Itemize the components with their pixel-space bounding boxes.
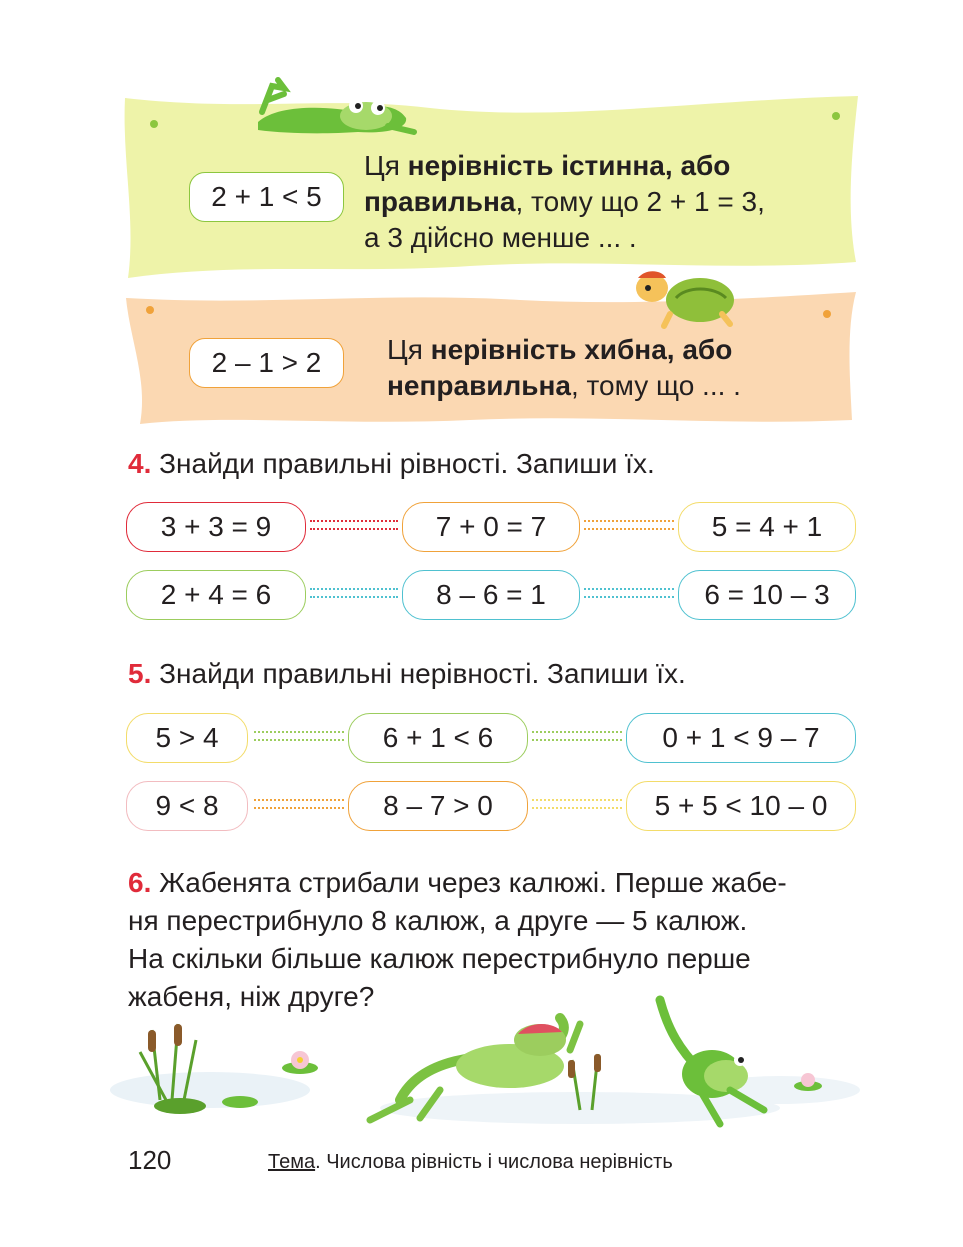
- text-rest: , тому що ... .: [570, 370, 741, 401]
- task-4-heading: [128, 446, 655, 482]
- text-line: жабеня, ніж друге?: [128, 981, 375, 1012]
- puddle: [110, 1072, 310, 1108]
- connector-dots: [532, 731, 622, 745]
- connector-dots: [532, 799, 622, 813]
- task-number: 4.: [128, 448, 152, 479]
- connector-dots: [584, 520, 674, 534]
- task-number: 6.: [128, 867, 152, 898]
- pond-illustration: [100, 990, 860, 1140]
- false-inequality-banner: [0, 0, 963, 440]
- connector-dots: [310, 520, 398, 534]
- text-prefix: Ця: [387, 334, 431, 365]
- banner-explanation: [387, 332, 847, 404]
- text-prefix: Ця: [364, 150, 408, 181]
- equation-card[interactable]: 3 + 3 = 9: [126, 502, 306, 552]
- equation-card[interactable]: 5 = 4 + 1: [678, 502, 856, 552]
- connector-dots: [584, 588, 674, 602]
- topic-label: Тема: [268, 1151, 316, 1173]
- topic-text: . Числова рівність і числова нерівність: [315, 1151, 673, 1173]
- task-text: Знайди правильні рівності. Запиши їх.: [159, 448, 655, 479]
- text-line: На скільки більше калюж перестрибнуло перше: [128, 943, 751, 974]
- topic-footer: [268, 1151, 673, 1174]
- text-line: а 3 дійсно менше ... .: [364, 222, 637, 253]
- text-line: ня перестрибнуло 8 калюж, а друге — 5 калюж.: [128, 905, 748, 936]
- equation-card[interactable]: 8 – 6 = 1: [402, 570, 580, 620]
- connector-dots: [254, 731, 344, 745]
- water-lily-icon: [282, 1051, 318, 1074]
- text-rest: , тому що 2 + 1 = 3,: [515, 186, 765, 217]
- inequality-card[interactable]: 6 + 1 < 6: [348, 713, 528, 763]
- connector-dots: [254, 799, 344, 813]
- bold-term: неправильна: [387, 370, 571, 401]
- inequality-card[interactable]: 5 + 5 < 10 – 0: [626, 781, 856, 831]
- turtle-icon: [630, 266, 740, 330]
- equation-card[interactable]: 2 + 4 = 6: [126, 570, 306, 620]
- connector-dots: [310, 588, 398, 602]
- task-5-heading: [128, 656, 686, 692]
- bold-term: правильна: [364, 186, 516, 217]
- task-number: 5.: [128, 658, 152, 689]
- inequality-card[interactable]: 9 < 8: [126, 781, 248, 831]
- inequality-card[interactable]: 0 + 1 < 9 – 7: [626, 713, 856, 763]
- bold-term: нерівність хибна, або: [430, 334, 733, 365]
- formula-pill: 2 – 1 > 2: [189, 338, 344, 388]
- text-line: Жабенята стрибали через калюжі. Перше жабе-: [159, 867, 787, 898]
- page-number: 120: [128, 1145, 172, 1175]
- equation-card[interactable]: 6 = 10 – 3: [678, 570, 856, 620]
- inequality-card[interactable]: 5 > 4: [126, 713, 248, 763]
- task-text: Знайди правильні нерівності. Запиши їх.: [159, 658, 686, 689]
- bold-term: нерівність істинна, або: [407, 150, 731, 181]
- equation-card[interactable]: 7 + 0 = 7: [402, 502, 580, 552]
- formula-pill: 2 + 1 < 5: [189, 172, 344, 222]
- inequality-card[interactable]: 8 – 7 > 0: [348, 781, 528, 831]
